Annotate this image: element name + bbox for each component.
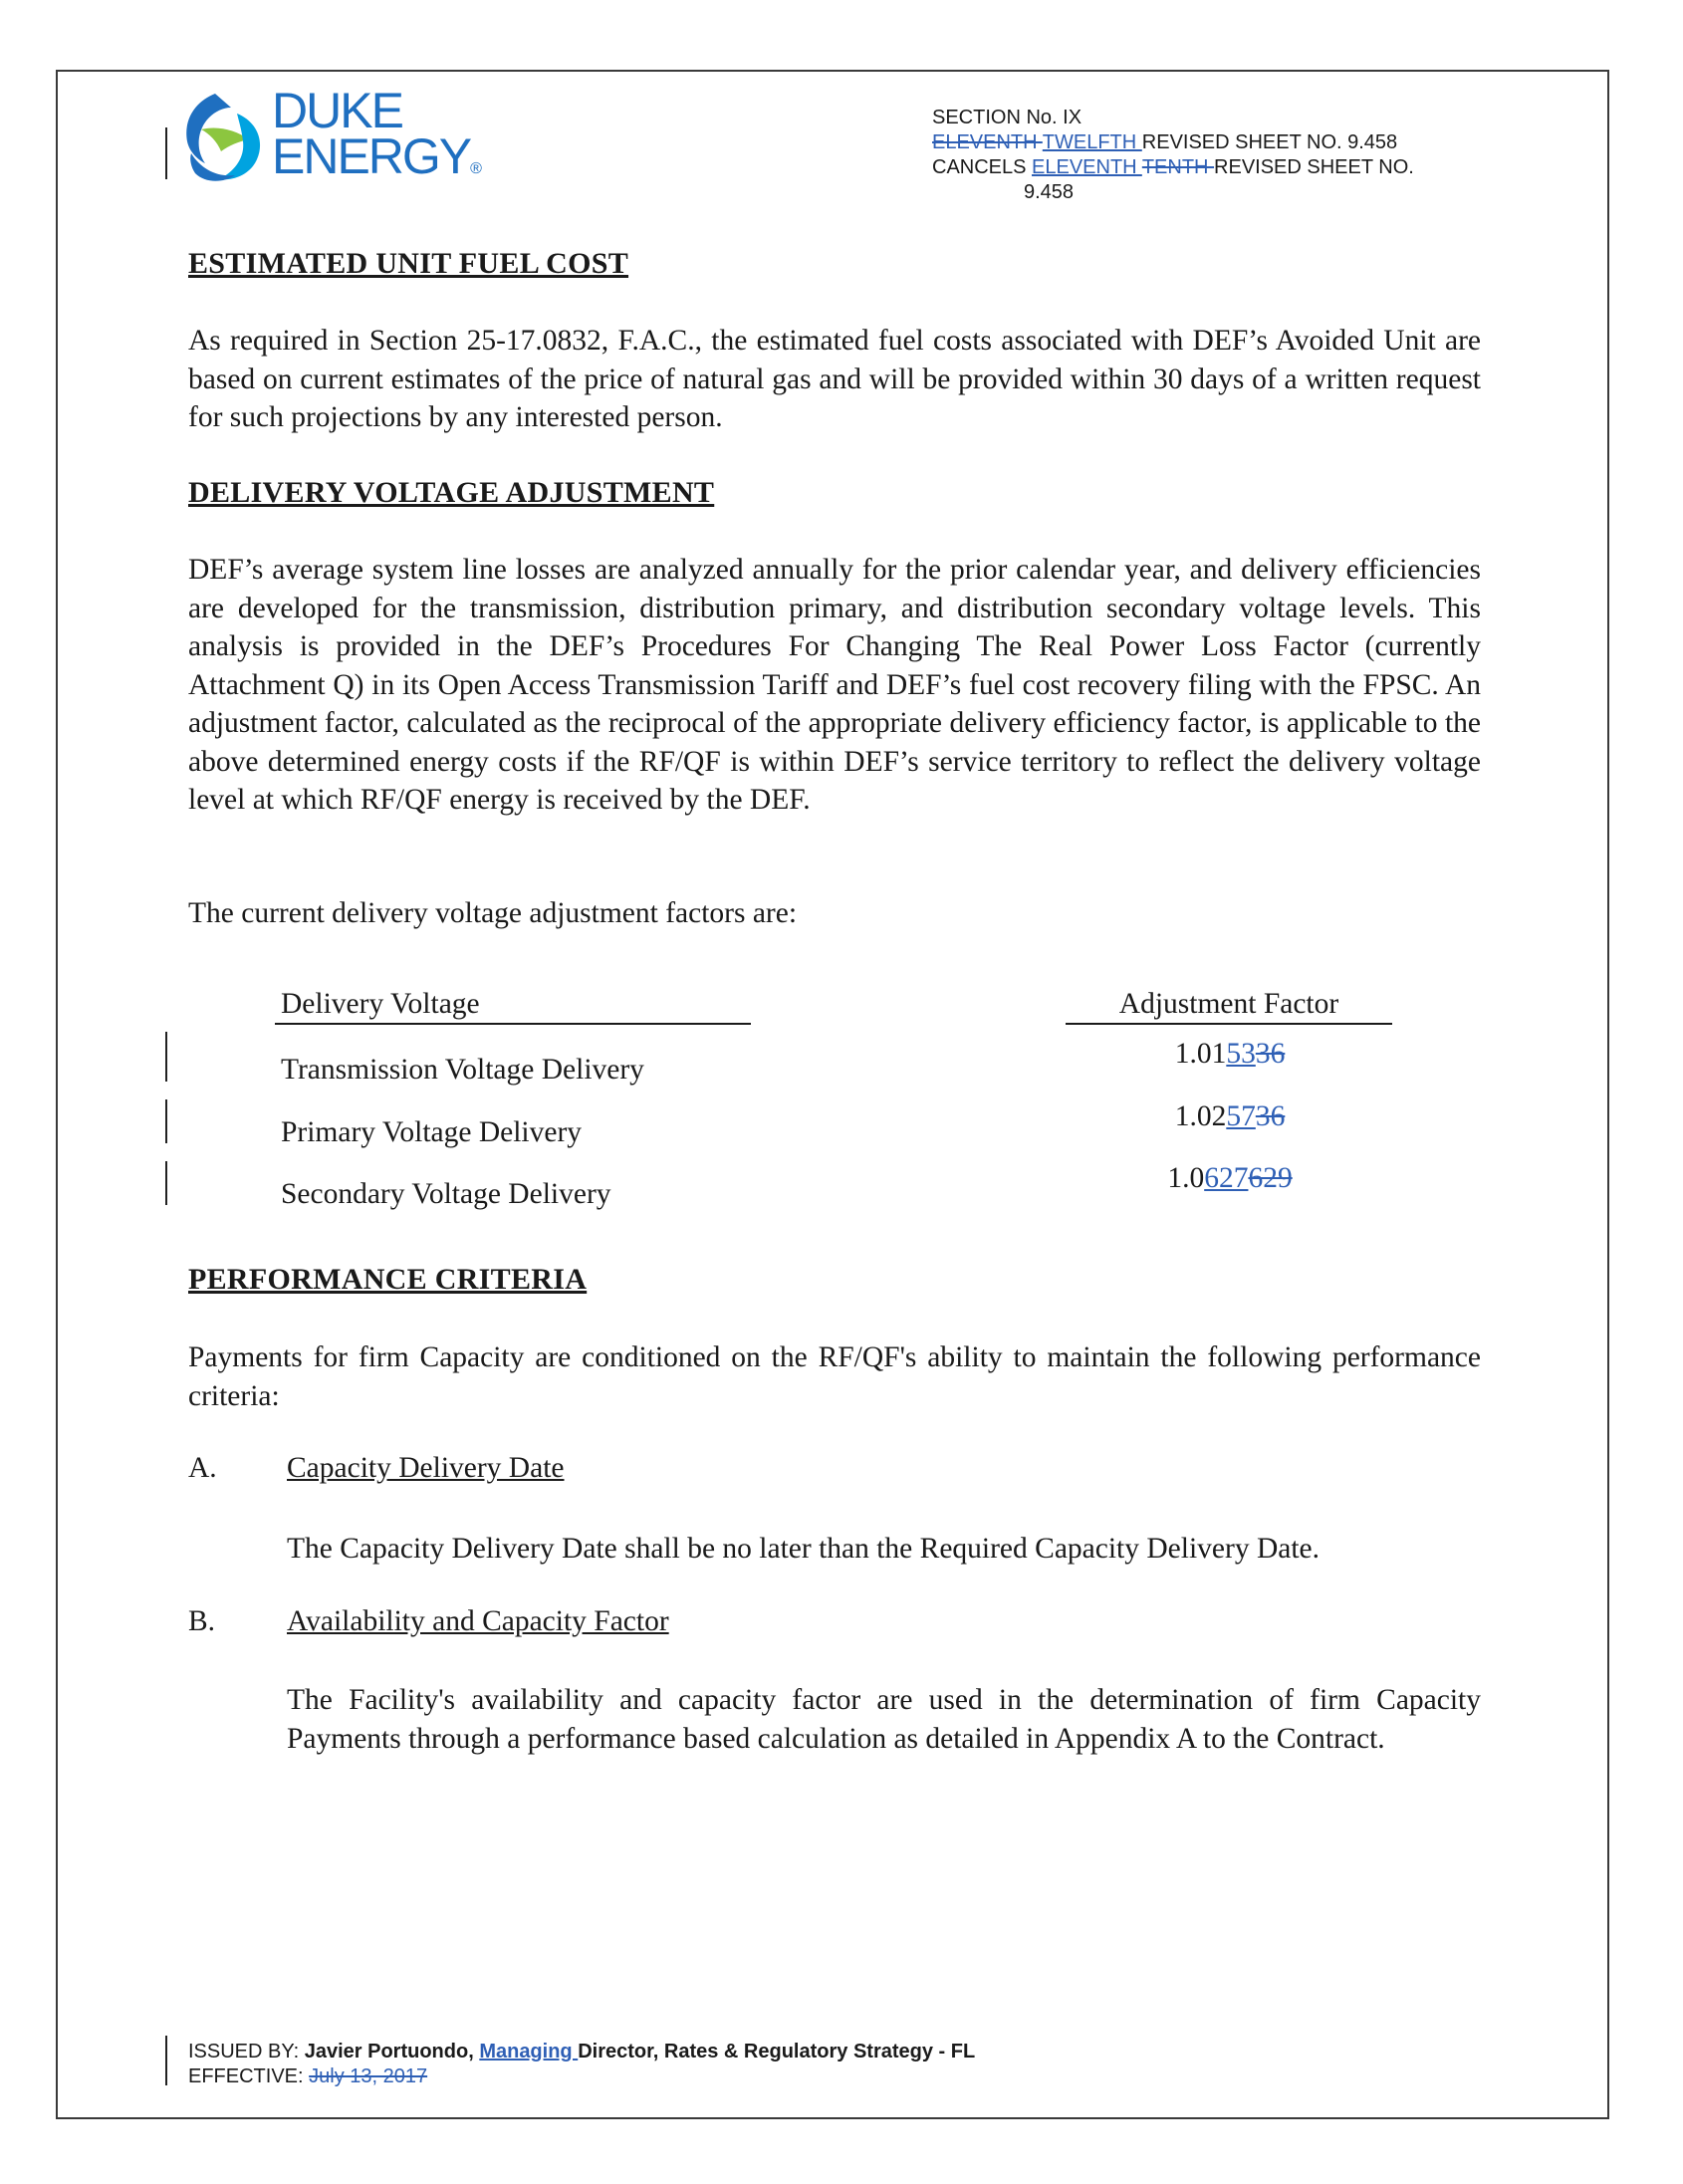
voltage-row-factor: [1066, 1100, 1394, 1133]
performance-criteria-heading: PERFORMANCE CRITERIA: [188, 1263, 588, 1296]
delivery-voltage-column-header: [275, 988, 751, 1025]
issuer-name: Javier Portuondo,: [304, 2041, 480, 2063]
factor-inserted-digits: 57: [1226, 1100, 1256, 1132]
fuel-cost-paragraph: As required in Section 25-17.0832, F.A.C., the estimated fuel costs associated with DEF’s Avoided Unit are based on current estimates of the price of natural gas and will be provided within 30 days of a written request for such projections by any interested person.: [188, 325, 1481, 433]
change-bar-header: [165, 127, 167, 179]
duke-energy-logo: [177, 83, 482, 197]
factor-inserted-digits: 53: [1226, 1038, 1256, 1070]
effective-deleted-date: July 13, 2017: [309, 2065, 428, 2087]
cancels-deleted-text: TENTH: [1141, 156, 1215, 178]
revision-inserted-text: TWELFTH: [1042, 131, 1142, 153]
delivery-voltage-header-label: Delivery Voltage: [281, 988, 480, 1020]
revised-sheet-line: [932, 130, 1414, 155]
revision-deleted-text: ELEVENTH: [932, 131, 1043, 153]
issuer-title: Director, Rates & Regulatory Strategy - FL: [578, 2041, 976, 2063]
cancels-rest: REVISED SHEET NO.: [1214, 156, 1414, 178]
issued-by-line: [188, 2040, 975, 2064]
voltage-row-label: Secondary Voltage Delivery: [281, 1178, 611, 1210]
performance-criteria-paragraph: Payments for firm Capacity are conditioned on the RF/QF's ability to maintain the following performance criteria:: [188, 1341, 1481, 1412]
issued-by-label: ISSUED BY:: [188, 2041, 300, 2063]
factor-deleted-digits: 36: [1255, 1100, 1286, 1132]
logo-wordmark: [272, 83, 482, 192]
issuer-inserted-text: Managing: [479, 2041, 579, 2063]
factor-base: 1.01: [1174, 1038, 1227, 1070]
logo-line-1: DUKE: [272, 83, 402, 138]
factor-base: 1.0: [1167, 1162, 1205, 1194]
sheet-header: [932, 106, 1414, 205]
voltage-adjustment-heading: DELIVERY VOLTAGE ADJUSTMENT: [188, 476, 715, 509]
section-number: SECTION No. IX: [932, 107, 1082, 128]
item-letter: A.: [188, 1452, 217, 1484]
fuel-cost-heading: ESTIMATED UNIT FUEL COST: [188, 247, 629, 280]
voltage-row-factor: [1066, 1038, 1394, 1071]
logo-line-2: ENERGY: [272, 128, 471, 184]
change-bar-row-3: [165, 1161, 167, 1205]
voltage-adjustment-paragraph: DEF’s average system line losses are analyzed annually for the prior calendar year, and delivery efficiencies are developed for the transmission, distribution primary, and distribution secondary voltage levels. This analysis is provided in the DEF’s Procedures For Changing The Real Power Loss Factor (currently Attachment Q) in its Open Access Transmission Tariff and DEF’s fuel cost recovery filing with the FPSC. An adjustment factor, calculated as the reciprocal of the appropriate delivery efficiency factor, is applicable to the above determined energy costs if the RF/QF is within DEF’s service territory to reflect the delivery voltage level at which RF/QF energy is received by the DEF.: [188, 554, 1481, 816]
cancels-line: [932, 155, 1414, 180]
voltage-row-label: Primary Voltage Delivery: [281, 1116, 583, 1148]
factor-deleted-digits: 36: [1255, 1038, 1286, 1070]
factor-base: 1.02: [1174, 1100, 1227, 1132]
logo-registered-mark: ®: [470, 160, 482, 177]
voltage-row-label: Transmission Voltage Delivery: [281, 1054, 644, 1086]
item-title: Availability and Capacity Factor: [287, 1605, 669, 1637]
adjustment-factor-column-header: Adjustment Factor: [1066, 988, 1392, 1025]
factor-deleted-digits: 629: [1248, 1162, 1293, 1194]
change-bar-row-1: [165, 1032, 167, 1082]
duke-energy-logo-icon: [177, 90, 267, 189]
voltage-factors-intro: The current delivery voltage adjustment factors are:: [188, 897, 798, 929]
item-title: Capacity Delivery Date: [287, 1452, 565, 1484]
effective-line: [188, 2064, 427, 2089]
change-bar-footer: [165, 2036, 167, 2085]
cancels-prefix: CANCELS: [932, 156, 1033, 178]
revised-sheet-number: REVISED SHEET NO. 9.458: [1141, 131, 1398, 153]
item-text: The Capacity Delivery Date shall be no later than the Required Capacity Delivery Date.: [287, 1533, 1321, 1565]
cancels-inserted-text: ELEVENTH: [1032, 156, 1142, 178]
change-bar-row-2: [165, 1099, 167, 1143]
item-letter: B.: [188, 1605, 216, 1637]
voltage-row-factor: [1066, 1162, 1394, 1195]
cancels-sheet-number: 9.458: [1024, 181, 1075, 203]
factor-inserted-digits: 627: [1204, 1162, 1249, 1194]
effective-label: EFFECTIVE:: [188, 2065, 304, 2087]
item-text: The Facility's availability and capacity factor are used in the determination of firm Capacity Payments through a performance based calculation as detailed in Appendix A to the Contract.: [287, 1684, 1481, 1755]
